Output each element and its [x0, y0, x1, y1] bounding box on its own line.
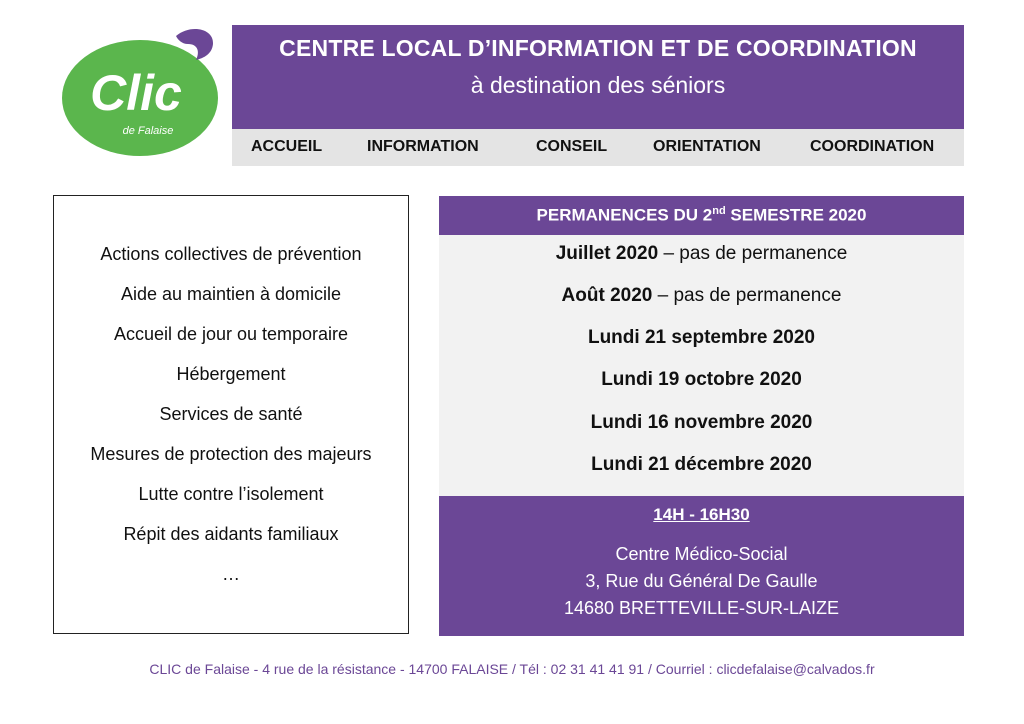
- service-item: Accueil de jour ou temporaire: [113, 324, 349, 344]
- mission-coordination: COORDINATION: [810, 138, 935, 155]
- permanence-row: [439, 243, 964, 265]
- mission-conseil: CONSEIL: [536, 138, 608, 155]
- permanence-date: Juillet 2020: [555, 243, 659, 264]
- permanence-row: [439, 412, 964, 434]
- permanence-date: Lundi 21 décembre 2020: [591, 454, 812, 475]
- services-list: [54, 242, 408, 602]
- permanence-row: [439, 327, 964, 349]
- permanences-title-prefix: PERMANENCES DU 2: [536, 205, 713, 225]
- service-item: …: [222, 564, 240, 584]
- permanence-row: [439, 369, 964, 391]
- address-line: 14680 BRETTEVILLE-SUR-LAIZE: [563, 598, 840, 618]
- page-title: CENTRE LOCAL D’INFORMATION ET DE COORDINATION: [279, 35, 917, 61]
- permanences-list: [439, 235, 964, 496]
- page-subtitle: à destination des séniors: [470, 72, 726, 98]
- service-item: Répit des aidants familiaux: [123, 524, 339, 544]
- service-item: Aide au maintien à domicile: [120, 284, 342, 304]
- permanence-note: – pas de permanence: [658, 243, 848, 264]
- permanence-date: Lundi 16 novembre 2020: [590, 412, 813, 433]
- logo-text: Clic: [90, 65, 182, 121]
- permanence-date: Lundi 21 septembre 2020: [587, 327, 816, 348]
- logo-subtext: de Falaise: [122, 125, 174, 137]
- mission-information: INFORMATION: [367, 138, 479, 155]
- header-banner: [232, 25, 964, 129]
- permanences-header: [439, 196, 964, 235]
- permanence-row: [439, 454, 964, 476]
- address-line: 3, Rue du Général De Gaulle: [585, 571, 818, 591]
- address-line: Centre Médico-Social: [615, 544, 788, 564]
- permanences-title-sup: nd: [712, 205, 726, 217]
- clic-logo-graphic: [58, 22, 223, 162]
- service-item: Services de santé: [159, 404, 303, 424]
- permanence-date: Août 2020: [561, 285, 653, 306]
- service-item: Lutte contre l’isolement: [138, 484, 324, 504]
- permanences-location: [439, 496, 964, 636]
- clic-logo: [58, 22, 223, 162]
- service-item: Actions collectives de prévention: [100, 244, 362, 264]
- contact-footer: CLIC de Falaise - 4 rue de la résistance - 14700 FALAISE / Tél : 02 31 41 41 91 / Courriel : clicdefalaise@calvados.fr: [149, 661, 875, 677]
- mission-orientation: ORIENTATION: [653, 138, 761, 155]
- permanence-date: Lundi 19 octobre 2020: [601, 369, 802, 390]
- service-item: Hébergement: [176, 364, 286, 384]
- service-item: Mesures de protection des majeurs: [90, 444, 372, 464]
- services-box: [53, 195, 409, 634]
- mission-accueil: ACCUEIL: [251, 138, 323, 155]
- missions-band: [232, 129, 964, 166]
- permanence-hours: 14H - 16H30: [653, 505, 750, 524]
- permanence-note: – pas de permanence: [652, 285, 842, 306]
- permanence-row: [439, 285, 964, 307]
- permanences-title-suffix: SEMESTRE 2020: [725, 205, 867, 225]
- permanences-title: [537, 205, 867, 226]
